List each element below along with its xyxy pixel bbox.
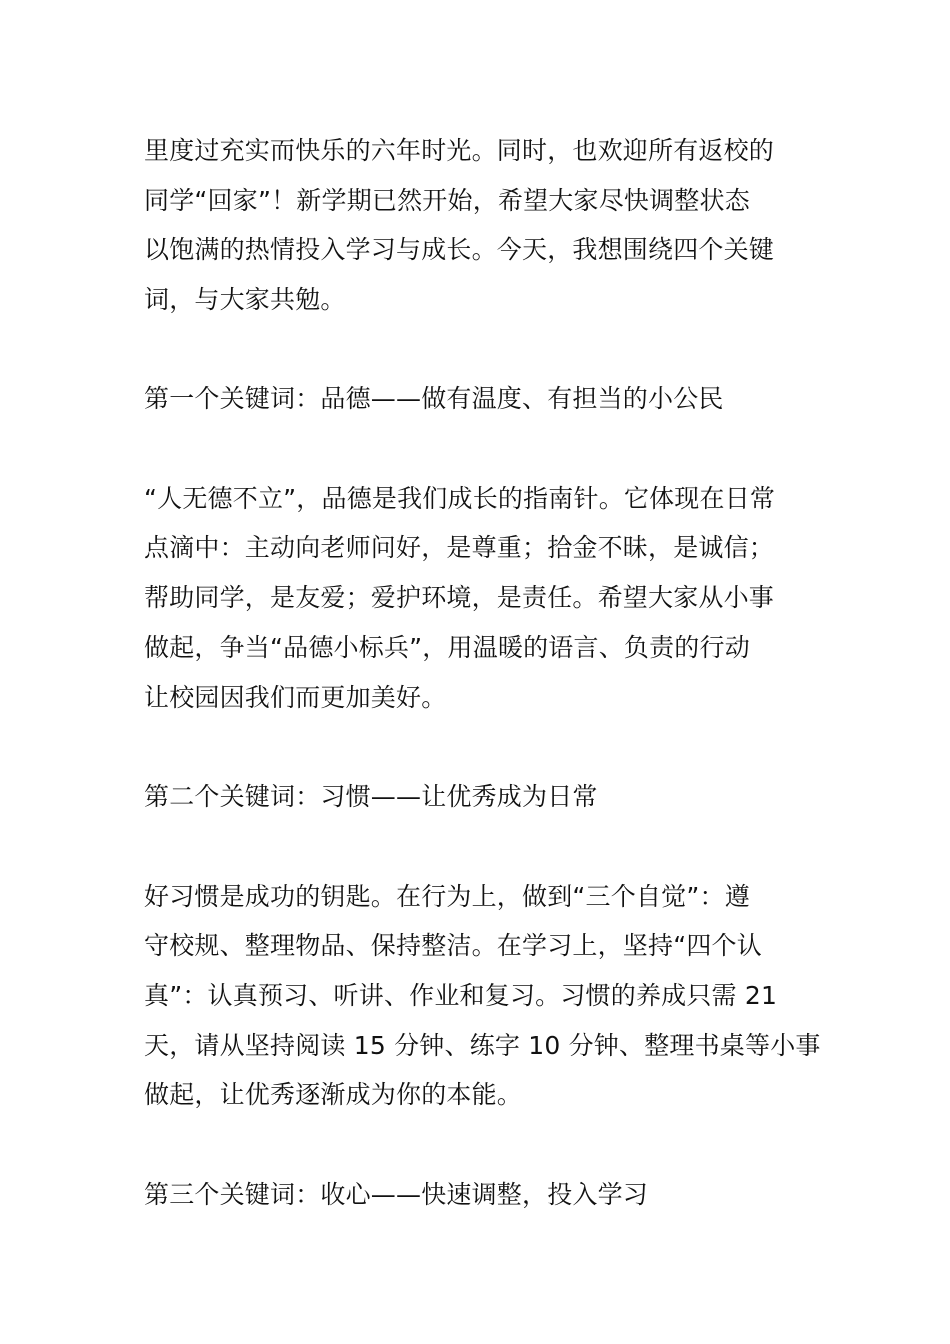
- paragraph-line: 里度过充实而快乐的六年时光。同时，也欢迎所有返校的: [144, 136, 775, 165]
- paragraph-line: 帮助同学，是友爱；爱护环境，是责任。希望大家从小事: [144, 583, 775, 612]
- paragraph-line: 做起，争当“品德小标兵”，用温暖的语言、负责的行动: [144, 633, 750, 662]
- paragraph-line: 守校规、整理物品、保持整洁。在学习上，坚持“四个认: [144, 931, 762, 960]
- section-heading: 第三个关键词：收心——快速调整，投入学习: [144, 1180, 649, 1209]
- paragraph-line: 天，请从坚持阅读 15 分钟、练字 10 分钟、整理书桌等小事: [144, 1031, 821, 1060]
- paragraph-line: 点滴中：主动向老师问好，是尊重；拾金不昧，是诚信；: [144, 533, 775, 562]
- paragraph-line: 好习惯是成功的钥匙。在行为上，做到“三个自觉”：遵: [144, 882, 750, 911]
- section-heading: 第一个关键词：品德——做有温度、有担当的小公民: [144, 384, 724, 413]
- paragraph-line: 词，与大家共勉。: [144, 285, 346, 314]
- paragraph-line: “人无德不立”，品德是我们成长的指南针。它体现在日常: [144, 484, 776, 513]
- paragraph-line: 让校园因我们而更加美好。: [144, 683, 447, 712]
- paragraph-line: 真”：认真预习、听讲、作业和复习。习惯的养成只需 21: [144, 981, 778, 1010]
- paragraph-line: 做起，让优秀逐渐成为你的本能。: [144, 1080, 523, 1109]
- section-heading: 第二个关键词：习惯——让优秀成为日常: [144, 782, 598, 811]
- paragraph-line: 同学“回家”！新学期已然开始，希望大家尽快调整状态: [144, 186, 750, 215]
- paragraph-line: 以饱满的热情投入学习与成长。今天，我想围绕四个关键: [144, 235, 775, 264]
